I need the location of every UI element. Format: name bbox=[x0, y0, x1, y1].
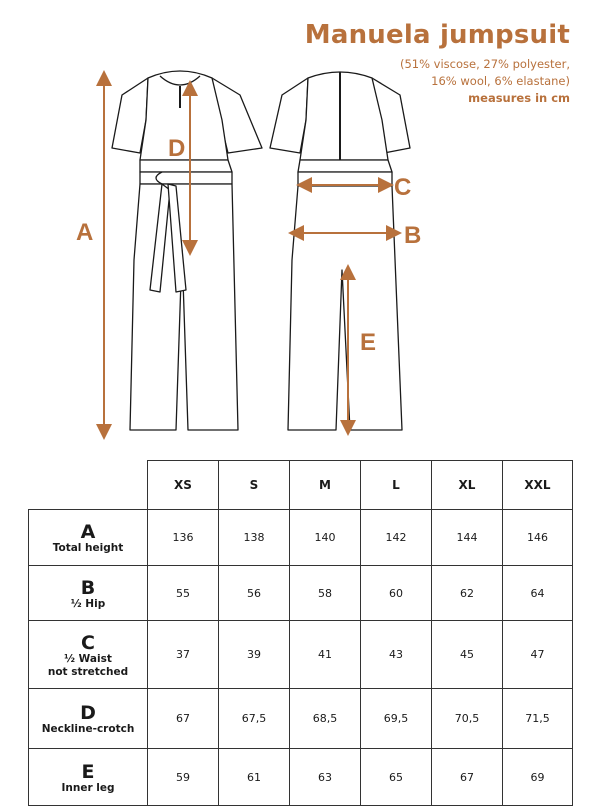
back-view-drawing bbox=[270, 72, 410, 430]
table-corner-cell bbox=[29, 461, 148, 510]
row-label: Neckline-crotch bbox=[41, 723, 135, 735]
size-header: S bbox=[219, 461, 290, 510]
row-letter: B bbox=[80, 576, 96, 599]
composition-line: 16% wool, 6% elastane) bbox=[431, 74, 570, 88]
row-label: ½ Waist bbox=[64, 652, 112, 665]
measure-b-label: B bbox=[404, 222, 422, 249]
size-header: XS bbox=[148, 461, 219, 510]
table-cell: 63 bbox=[290, 749, 361, 806]
table-cell: 55 bbox=[148, 566, 219, 621]
table-cell: 56 bbox=[219, 566, 290, 621]
table-cell: 67,5 bbox=[219, 689, 290, 749]
row-label: ½ Hip bbox=[70, 597, 106, 610]
size-header: L bbox=[361, 461, 432, 510]
row-header bbox=[29, 510, 148, 566]
measure-e-label: E bbox=[360, 329, 377, 356]
table-cell: 70,5 bbox=[432, 689, 503, 749]
table-cell: 138 bbox=[219, 510, 290, 566]
table-row bbox=[29, 749, 573, 806]
table-cell: 67 bbox=[148, 689, 219, 749]
size-chart-table bbox=[28, 460, 573, 806]
table-row bbox=[29, 510, 573, 566]
table-cell: 71,5 bbox=[503, 689, 573, 749]
size-header: XXL bbox=[503, 461, 573, 510]
row-label: Total height bbox=[52, 542, 124, 554]
table-cell: 39 bbox=[219, 621, 290, 689]
table-cell: 69,5 bbox=[361, 689, 432, 749]
row-header bbox=[29, 689, 148, 749]
row-letter: E bbox=[81, 760, 95, 783]
table-cell: 41 bbox=[290, 621, 361, 689]
table-cell: 43 bbox=[361, 621, 432, 689]
table-cell: 65 bbox=[361, 749, 432, 806]
row-header bbox=[29, 749, 148, 806]
front-view-drawing bbox=[112, 71, 262, 430]
table-cell: 136 bbox=[148, 510, 219, 566]
table-cell: 69 bbox=[503, 749, 573, 806]
table-row bbox=[29, 689, 573, 749]
table-cell: 142 bbox=[361, 510, 432, 566]
table-row bbox=[29, 566, 573, 621]
row-letter: D bbox=[80, 702, 96, 724]
row-letter: C bbox=[81, 631, 95, 654]
table-cell: 62 bbox=[432, 566, 503, 621]
measure-d-label: D bbox=[168, 135, 186, 162]
table-row bbox=[29, 621, 573, 689]
size-header: XL bbox=[432, 461, 503, 510]
row-sublabel: not stretched bbox=[47, 665, 129, 678]
size-header: M bbox=[290, 461, 361, 510]
table-cell: 67 bbox=[432, 749, 503, 806]
table-cell: 45 bbox=[432, 621, 503, 689]
table-cell: 61 bbox=[219, 749, 290, 806]
table-cell: 146 bbox=[503, 510, 573, 566]
size-header-row bbox=[29, 461, 573, 510]
table-cell: 47 bbox=[503, 621, 573, 689]
row-letter: A bbox=[80, 521, 96, 543]
table-cell: 140 bbox=[290, 510, 361, 566]
row-header bbox=[29, 621, 148, 689]
table-cell: 58 bbox=[290, 566, 361, 621]
table-cell: 60 bbox=[361, 566, 432, 621]
row-header bbox=[29, 566, 148, 621]
table-cell: 59 bbox=[148, 749, 219, 806]
table-cell: 37 bbox=[148, 621, 219, 689]
units-note: measures in cm bbox=[468, 91, 570, 105]
measure-a-label: A bbox=[76, 219, 94, 246]
table-cell: 144 bbox=[432, 510, 503, 566]
composition-line: (51% viscose, 27% polyester, bbox=[399, 57, 570, 71]
table-cell: 64 bbox=[503, 566, 573, 621]
table-cell: 68,5 bbox=[290, 689, 361, 749]
row-label: Inner leg bbox=[61, 781, 115, 794]
measure-c-label: C bbox=[394, 174, 412, 201]
product-title: Manuela jumpsuit bbox=[304, 20, 570, 50]
